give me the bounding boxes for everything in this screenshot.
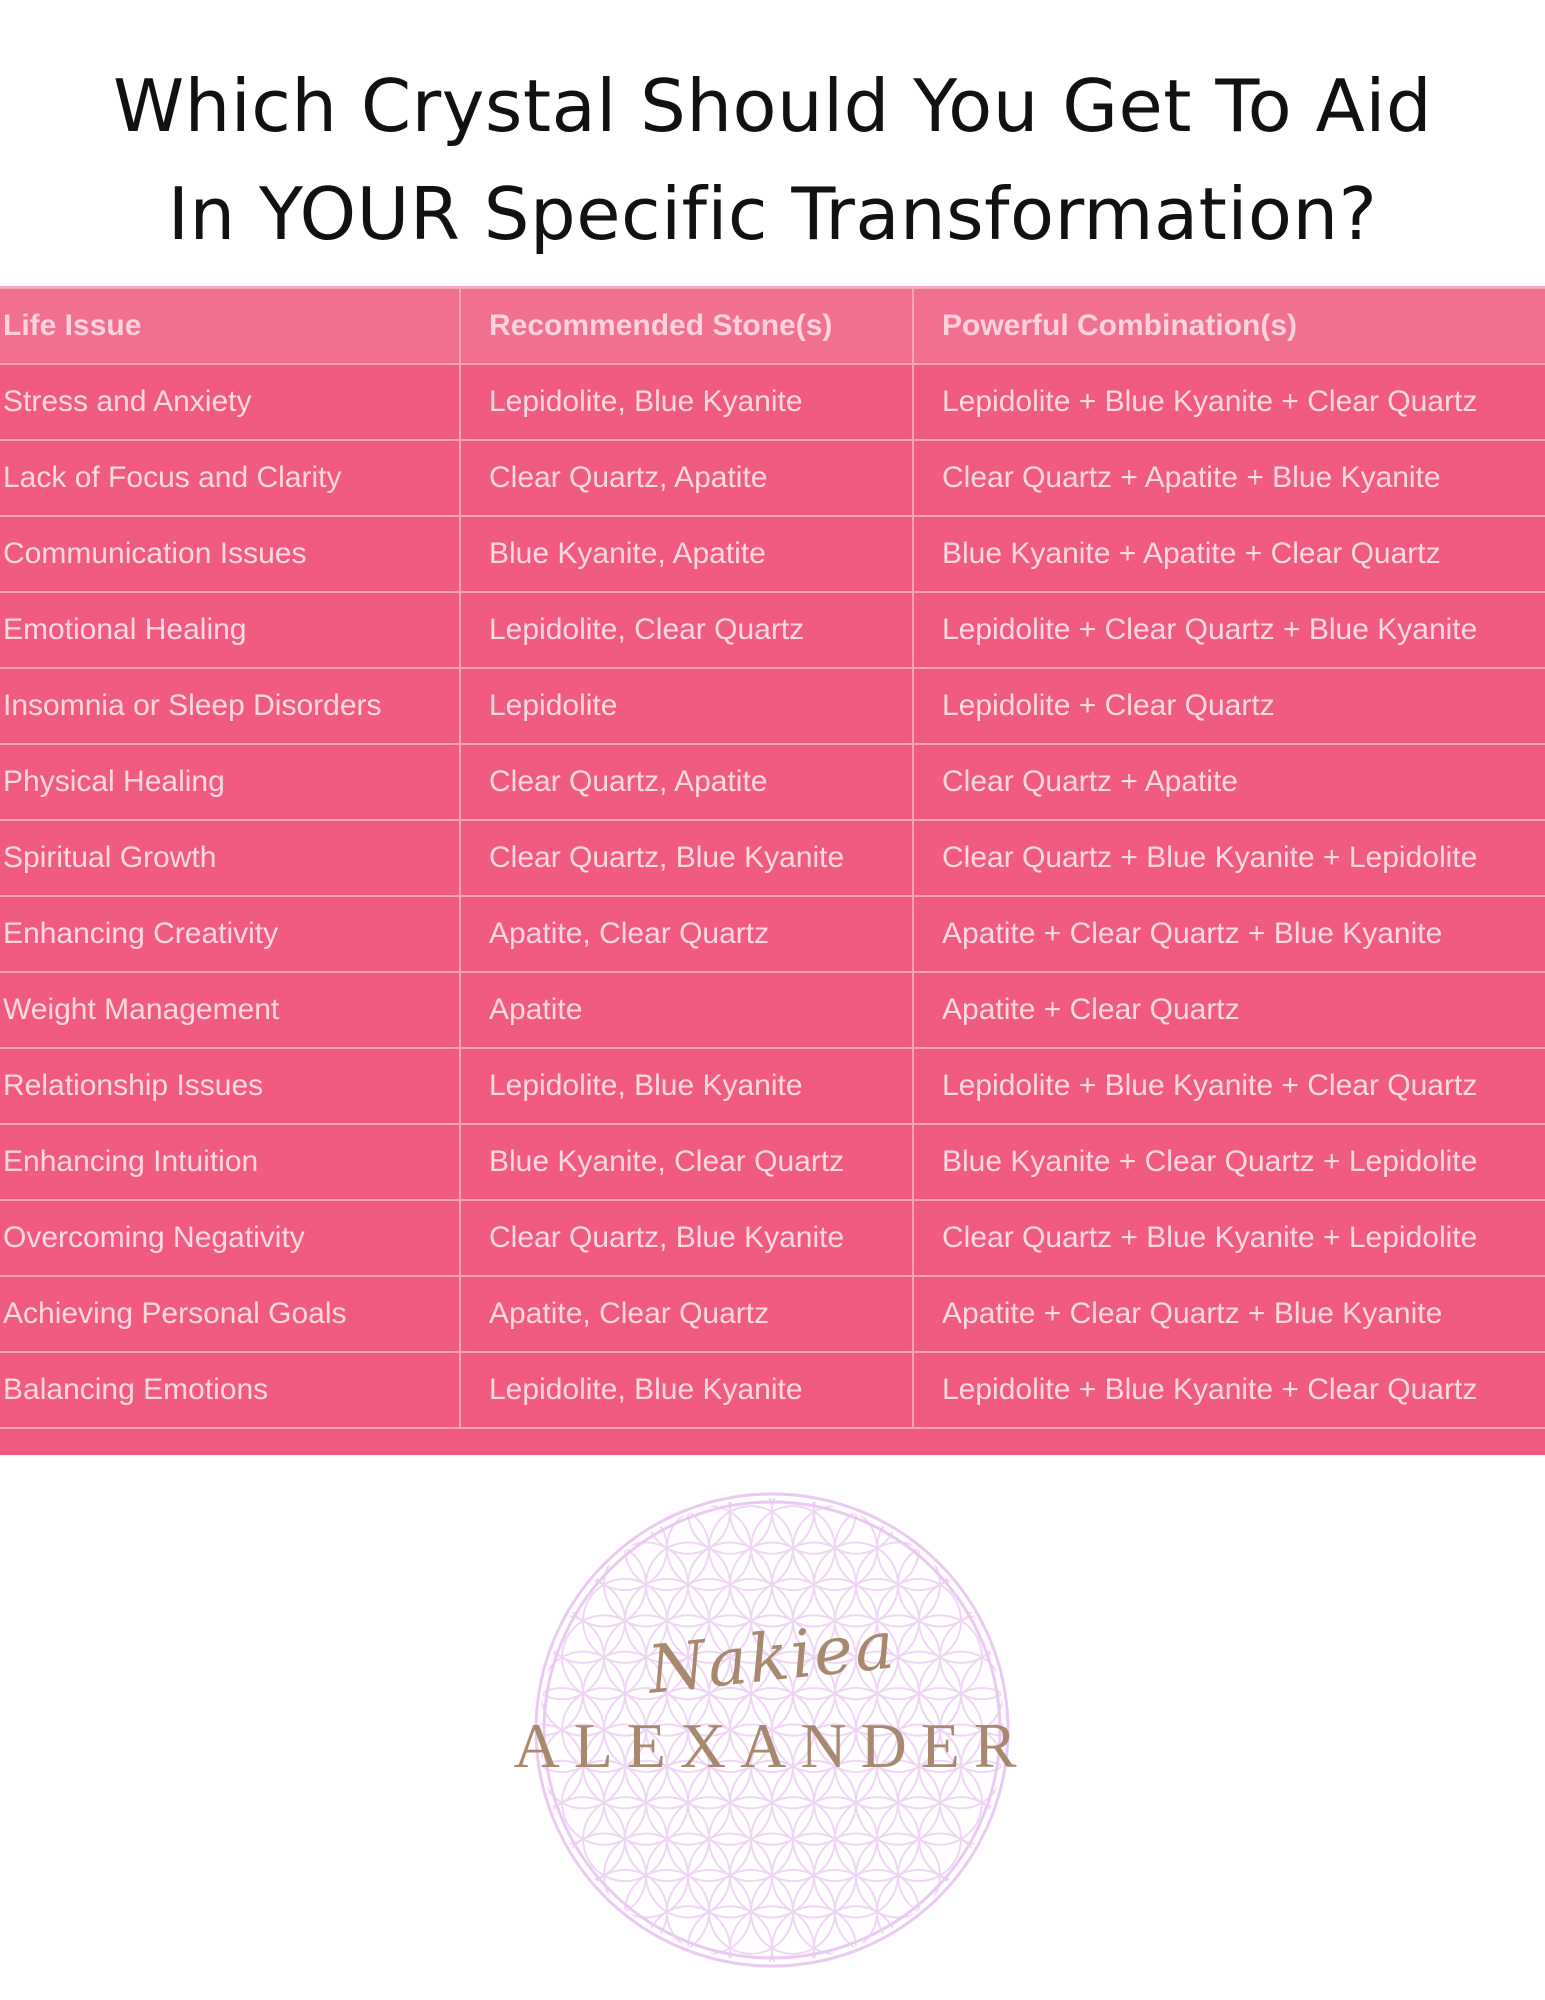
combination-cell: Lepidolite + Blue Kyanite + Clear Quartz [913, 1352, 1545, 1428]
recommended-stones-cell: Blue Kyanite, Clear Quartz [460, 1124, 913, 1200]
combination-cell: Clear Quartz + Blue Kyanite + Lepidolite [913, 820, 1545, 896]
life-issue-cell: Lack of Focus and Clarity [0, 440, 460, 516]
table-row [0, 592, 1545, 668]
table-row [0, 364, 1545, 440]
combination-cell: Apatite + Clear Quartz + Blue Kyanite [913, 1276, 1545, 1352]
life-issue-cell: Weight Management [0, 972, 460, 1048]
life-issue-cell: Enhancing Intuition [0, 1124, 460, 1200]
recommended-stones-cell: Apatite [460, 972, 913, 1048]
table-header-row [0, 289, 1545, 364]
table-row [0, 668, 1545, 744]
combination-cell: Blue Kyanite + Clear Quartz + Lepidolite [913, 1124, 1545, 1200]
flower-petal-circle [583, 1870, 667, 1954]
recommended-stones-cell: Apatite, Clear Quartz [460, 896, 913, 972]
crystal-table [0, 289, 1545, 1429]
recommended-stones-cell: Lepidolite, Blue Kyanite [460, 1352, 913, 1428]
recommended-stones-cell: Clear Quartz, Apatite [460, 440, 913, 516]
table-row [0, 972, 1545, 1048]
combination-cell: Lepidolite + Blue Kyanite + Clear Quartz [913, 1048, 1545, 1124]
recommended-stones-cell: Lepidolite [460, 668, 913, 744]
recommended-stones-cell: Lepidolite, Blue Kyanite [460, 1048, 913, 1124]
table-body [0, 364, 1545, 1428]
combination-cell: Lepidolite + Clear Quartz [913, 668, 1545, 744]
table-row [0, 1276, 1545, 1352]
flower-petal-circle [583, 1506, 667, 1590]
combination-cell: Clear Quartz + Blue Kyanite + Lepidolite [913, 1200, 1545, 1276]
table-row [0, 896, 1545, 972]
life-issue-cell: Stress and Anxiety [0, 364, 460, 440]
recommended-stones-cell: Lepidolite, Blue Kyanite [460, 364, 913, 440]
life-issue-cell: Achieving Personal Goals [0, 1276, 460, 1352]
combination-cell: Clear Quartz + Apatite [913, 744, 1545, 820]
recommended-stones-cell: Apatite, Clear Quartz [460, 1276, 913, 1352]
combination-cell: Clear Quartz + Apatite + Blue Kyanite [913, 440, 1545, 516]
recommended-stones-cell: Clear Quartz, Blue Kyanite [460, 820, 913, 896]
crystal-table-panel [0, 286, 1545, 1455]
recommended-stones-cell: Lepidolite, Clear Quartz [460, 592, 913, 668]
recommended-stones-cell: Clear Quartz, Apatite [460, 744, 913, 820]
combination-cell: Apatite + Clear Quartz [913, 972, 1545, 1048]
table-row [0, 1048, 1545, 1124]
page-title [0, 52, 1545, 268]
table-row [0, 1352, 1545, 1428]
life-issue-cell: Overcoming Negativity [0, 1200, 460, 1276]
flower-petal-circle [877, 1870, 961, 1954]
page-title-line-1: Which Crystal Should You Get To Aid [112, 64, 1433, 148]
brand-logo [513, 1483, 1031, 1977]
combination-cell: Blue Kyanite + Apatite + Clear Quartz [913, 516, 1545, 592]
life-issue-cell: Relationship Issues [0, 1048, 460, 1124]
life-issue-cell: Spiritual Growth [0, 820, 460, 896]
column-header-life-issue: Life Issue [0, 289, 460, 364]
life-issue-cell: Emotional Healing [0, 592, 460, 668]
table-row [0, 820, 1545, 896]
logo-surname: ALEXANDER [513, 1710, 1031, 1781]
recommended-stones-cell: Blue Kyanite, Apatite [460, 516, 913, 592]
flower-petal-circle [877, 1506, 961, 1590]
life-issue-cell: Physical Healing [0, 744, 460, 820]
life-issue-cell: Balancing Emotions [0, 1352, 460, 1428]
combination-cell: Apatite + Clear Quartz + Blue Kyanite [913, 896, 1545, 972]
combination-cell: Lepidolite + Clear Quartz + Blue Kyanite [913, 592, 1545, 668]
table-row [0, 1124, 1545, 1200]
column-header-powerful-combinations: Powerful Combination(s) [913, 289, 1545, 364]
table-row [0, 440, 1545, 516]
life-issue-cell: Enhancing Creativity [0, 896, 460, 972]
life-issue-cell: Insomnia or Sleep Disorders [0, 668, 460, 744]
column-header-recommended-stones: Recommended Stone(s) [460, 289, 913, 364]
table-row [0, 744, 1545, 820]
recommended-stones-cell: Clear Quartz, Blue Kyanite [460, 1200, 913, 1276]
table-row [0, 1200, 1545, 1276]
logo-script-name: Nakiea [644, 1606, 900, 1709]
combination-cell: Lepidolite + Blue Kyanite + Clear Quartz [913, 364, 1545, 440]
table-row [0, 516, 1545, 592]
life-issue-cell: Communication Issues [0, 516, 460, 592]
page-title-line-2: In YOUR Specific Transformation? [167, 172, 1378, 256]
